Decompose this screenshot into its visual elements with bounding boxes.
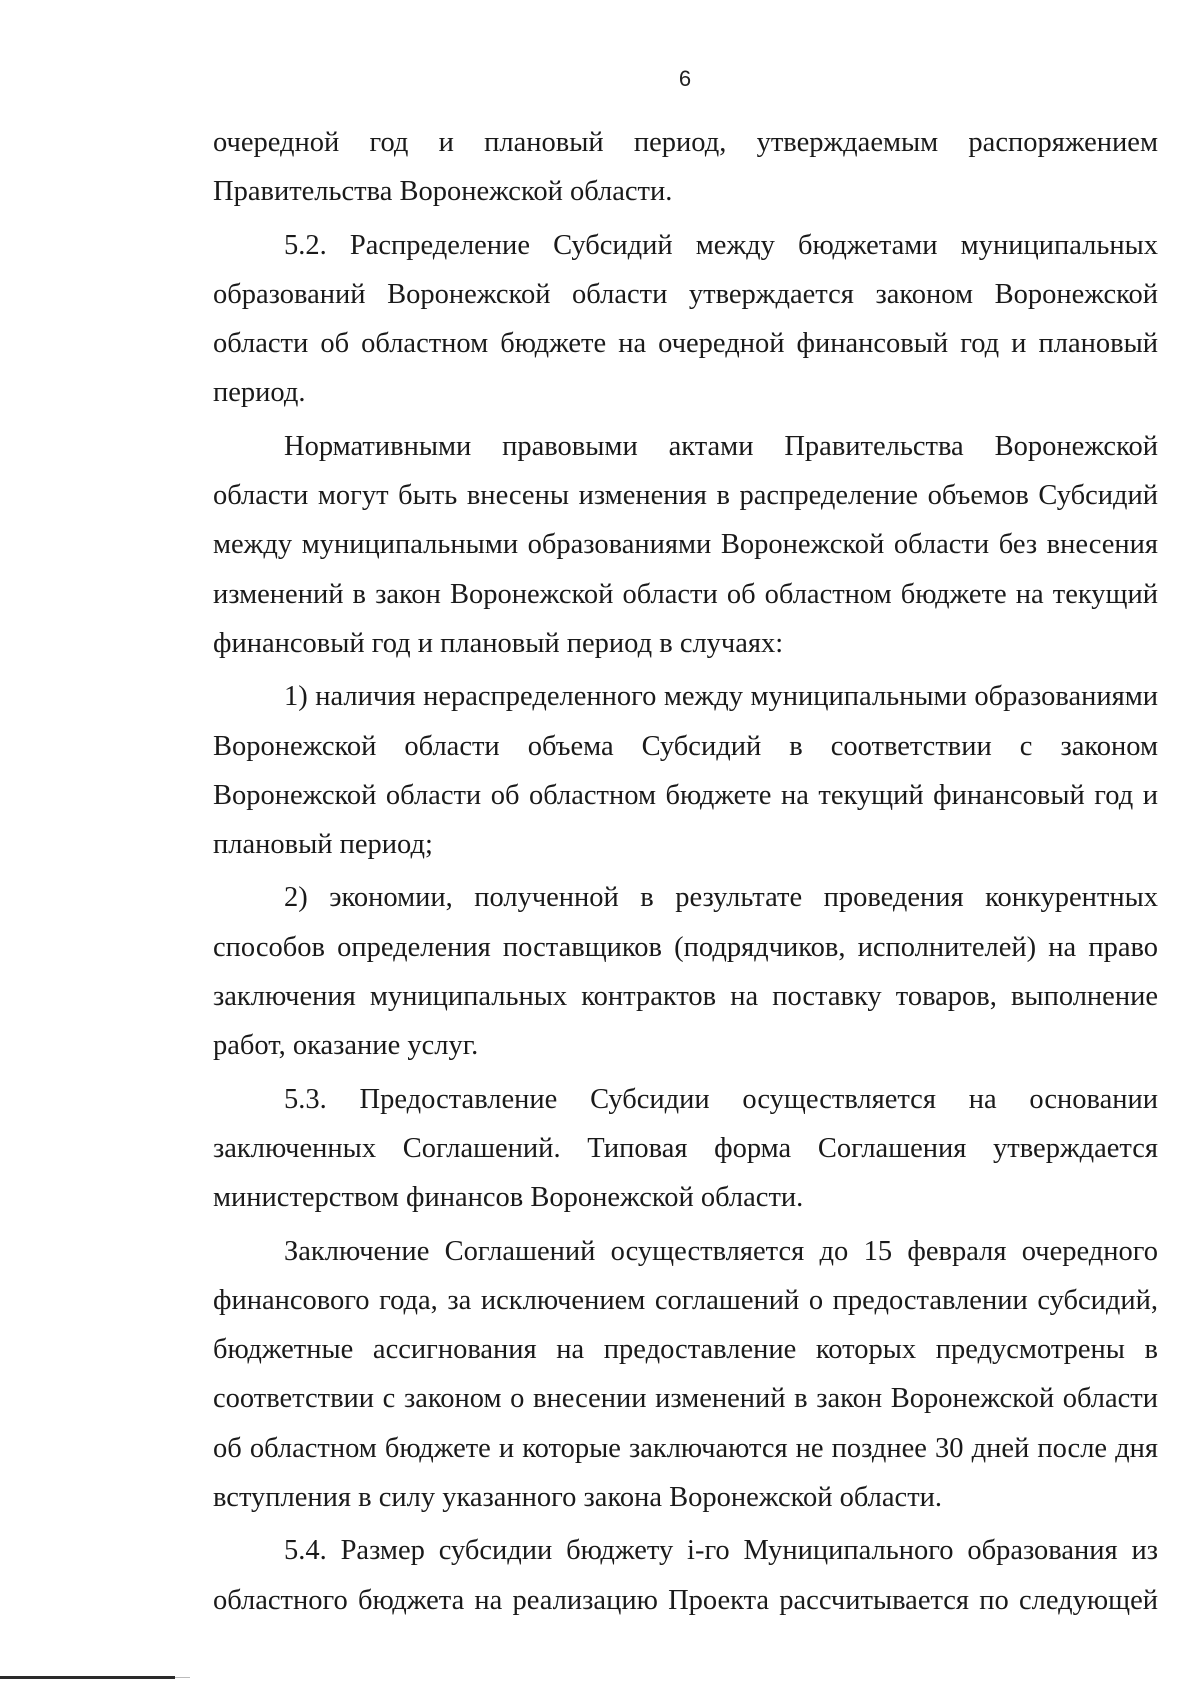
page-number: 6 [678, 66, 692, 91]
paragraph-5-2: 5.2. Распределение Субсидий между бюджетами муниципальных образований Воронежской области утверждается законом Воронежской области об областном бюджете на очередной финансовый год и плановый период. [213, 229, 1158, 409]
document-body [213, 118, 1158, 1625]
list-item-1: 1) наличия нераспределенного между муниципальными образованиями Воронежской области объема Субсидий в соответствии с законом Воронежской области об областном бюджете на текущий финансовый год и плановый период; [213, 681, 1158, 861]
paragraph-5-3: 5.3. Предоставление Субсидии осуществляется на основании заключенных Соглашений. Типовая форма Соглашения утверждается министерством финансов Воронежской области. [213, 1083, 1158, 1214]
footnote-separator [0, 1676, 175, 1679]
list-item-2: 2) экономии, полученной в результате проведения конкурентных способов определения поставщиков (подрядчиков, исполнителей) на право заключения муниципальных контрактов на поставку товаров, выполнение работ, оказание услуг. [213, 882, 1158, 1062]
paragraph-agreements: Заключение Соглашений осуществляется до 15 февраля очередного финансового года, за исключением соглашений о предоставлении субсидий, бюджетные ассигнования на предоставление которых предусмотрены в соответствии с законом о внесении изменений в закон Воронежской области об областном бюджете и которые заключаются не позднее 30 дней после дня вступления в силу указанного закона Воронежской области. [213, 1235, 1158, 1514]
paragraph-normative-acts: Нормативными правовыми актами Правительства Воронежской области могут быть внесены изменения в распределение объемов Субсидий между муниципальными образованиями Воронежской области без внесения изменений в закон Воронежской области об областном бюджете на текущий финансовый год и плановый период в случаях: [213, 430, 1158, 659]
paragraph-5-4: 5.4. Размер субсидии бюджету i-го Муниципального образования из областного бюджета на реализацию Проекта рассчитывается по следующей [213, 1535, 1158, 1616]
paragraph-continuation: очередной год и плановый период, утверждаемым распоряжением Правительства Воронежской области. [213, 127, 1158, 208]
footnote-separator-tail [175, 1677, 190, 1678]
